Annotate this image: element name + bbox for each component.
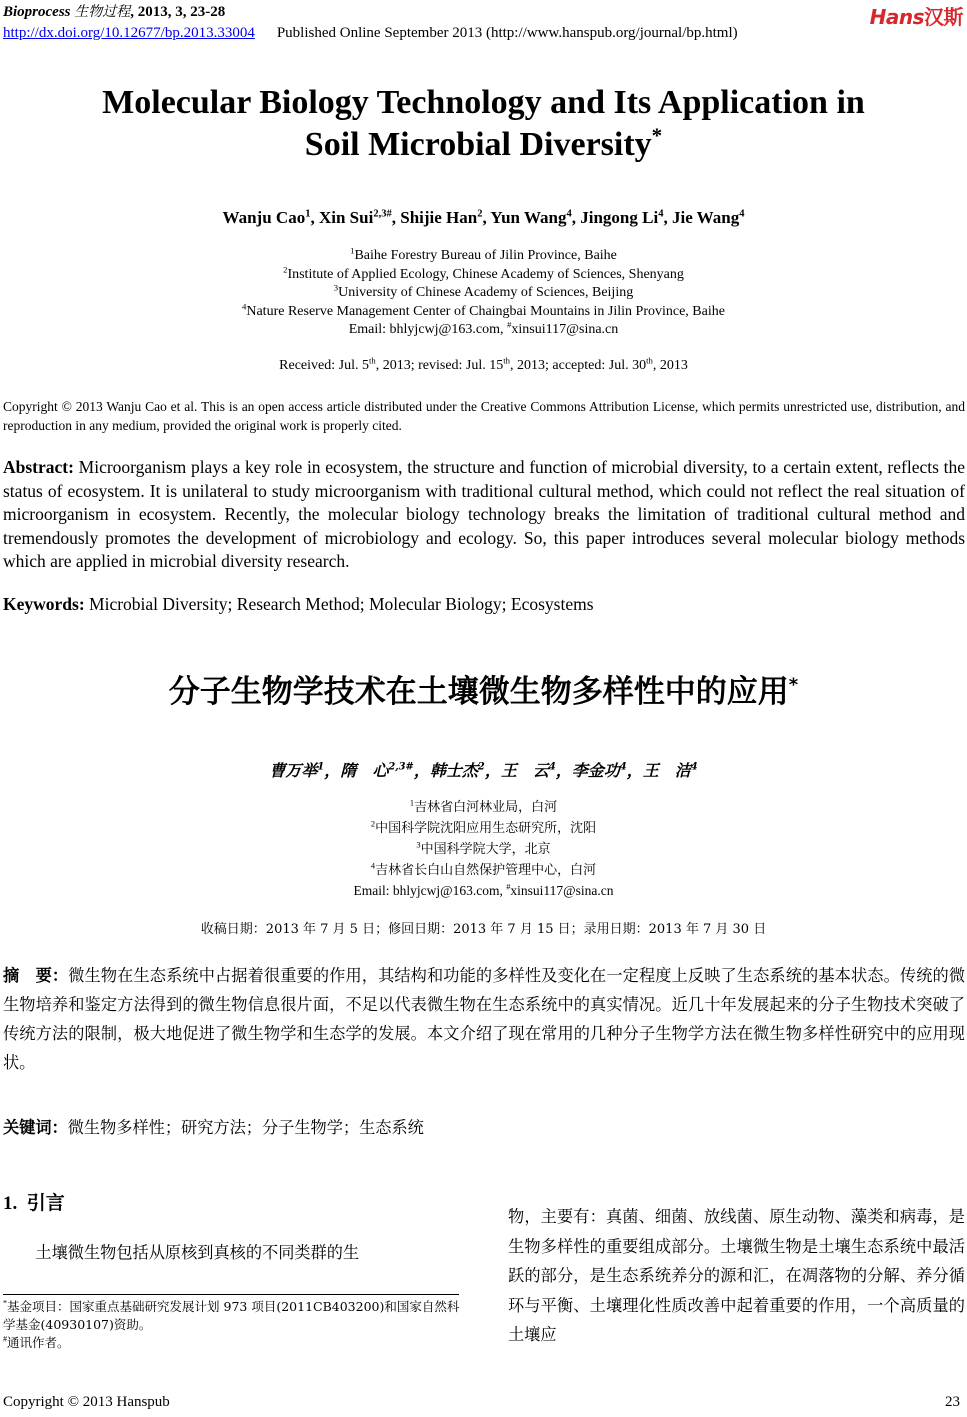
- author: 曹万举$^1$，: [269, 761, 341, 780]
- author-list-cn: [0, 758, 967, 781]
- abstract-text: Microorganism plays a key role in ecosystem, the structure and function of microbial diversity, to a certain extent, reflects the status of ecosystem. It is unilateral to study microorganism with traditional cultural method, which could not reflect the real situation of microorganism in ecosystem. Recently, the molecular biology technology breaks the limitation of traditional cultural method and tremendously promotes the development of microbiology and ecology. So, this paper introduces several molecular biology methods which are applied in microbial diversity research.: [3, 457, 965, 571]
- author: Jie Wang$^4$: [671, 208, 745, 227]
- author: Xin Sui$^{2,3\#}$,: [318, 208, 401, 227]
- footnote-funding: *基金项目：国家重点基础研究发展计划 973 项目(2011CB403200)和国家自然科学基金(40930107)资助。: [3, 1298, 460, 1332]
- author: Jingong Li$^4$,: [580, 208, 672, 227]
- author: Yun Wang$^4$,: [490, 208, 581, 227]
- abstract-en: [3, 456, 965, 574]
- dates-en: Received: Jul. 5th, 2013; revised: Jul. 15th, 2013; accepted: Jul. 30th, 2013: [279, 355, 688, 373]
- copyright-notice: Copyright © 2013 Wanju Cao et al. This is an open access article distributed under the Creative Commons Attribution License, which permits unrestricted use, distribution, and reproduction in any medium, provided the original work is properly cited.: [3, 399, 965, 433]
- affiliation: $^4$Nature Reserve Management Center of Chaingbai Mountains in Jilin Province, Baihe: [242, 300, 725, 319]
- affiliations-cn: [0, 797, 967, 901]
- affiliation: $^2$Institute of Applied Ecology, Chinese Academy of Sciences, Shenyang: [283, 263, 684, 282]
- author: 韩士杰$^2$，: [429, 761, 501, 780]
- affiliation: $^3$University of Chinese Academy of Sciences, Beijing: [333, 282, 634, 300]
- footnotes: [3, 1298, 463, 1352]
- abstract-cn: [3, 961, 965, 1077]
- author-list-en: [0, 208, 967, 228]
- keywords-label-cn: 关键词：: [3, 1118, 68, 1137]
- author: 王 洁$^4$: [642, 761, 698, 780]
- title-line-1: Molecular Biology Technology and Its Application in: [102, 84, 865, 121]
- body-right-column: 物，主要有：真菌、细菌、放线菌、原生动物、藻类和病毒，是生物多样性的重要组成部分。土壤微生物是土壤生态系统中最活跃的部分，是生态系统养分的源和汇，在凋落物的分解、养分循环与平衡、土壤理化性质改善中起着重要的作用，一个高质量的土壤应: [508, 1207, 965, 1344]
- paper-title-cn: 分子生物学技术在土壤微生物多样性中的应用*: [168, 674, 799, 710]
- volume-info: , 2013, 3, 23-28: [130, 4, 226, 20]
- affiliation: $^1$吉林省白河林业局，白河: [409, 798, 558, 815]
- author: 李金功$^4$，: [571, 761, 643, 780]
- affiliation: $^2$中国科学院沈阳应用生态研究所，沈阳: [370, 819, 597, 836]
- keywords-label: Keywords:: [3, 594, 85, 614]
- journal-name: Bioprocess: [3, 4, 71, 20]
- affiliation: $^3$中国科学院大学，北京: [416, 840, 551, 857]
- title-mark: *: [651, 123, 663, 148]
- author: Shijie Han$^2$,: [400, 208, 491, 227]
- published-online: Published Online September 2013 (http://www.hanspub.org/journal/bp.html): [276, 25, 738, 41]
- body-left-column: 土壤微生物包括从原核到真核的不同类群的生: [35, 1243, 360, 1262]
- footer-copyright: Copyright © 2013 Hanspub: [3, 1394, 170, 1410]
- keywords-text: Microbial Diversity; Research Method; Molecular Biology; Ecosystems: [84, 594, 594, 614]
- page-number: 23: [945, 1394, 960, 1410]
- section-title: 引言: [26, 1192, 65, 1214]
- email-line: Email: bhlyjcwj@163.com, #xinsui117@sina.cn: [348, 319, 619, 337]
- section-heading: [3, 1188, 65, 1215]
- affiliations-en: [0, 247, 967, 340]
- title-line-2: Soil Microbial Diversity: [304, 126, 652, 163]
- doi-link[interactable]: http://dx.doi.org/10.12677/bp.2013.33004: [3, 25, 255, 41]
- abstract-text-cn: 微生物在生态系统中占据着很重要的作用，其结构和功能的多样性及变化在一定程度上反映了生态系统的基本状态。传统的微生物培养和鉴定方法得到的微生物信息很片面，不足以代表微生物在生态系统中的真实情况。近几十年发展起来的分子生物技术突破了传统方法的限制，极大地促进了微生物学和生态学的发展。本文介绍了现在常用的几种分子生物学方法在微生物多样性研究中的应用现状。: [3, 966, 966, 1072]
- keywords-text-cn: 微生物多样性；研究方法；分子生物学；生态系统: [67, 1118, 424, 1137]
- author: 王 云$^4$，: [500, 761, 572, 780]
- dates-cn: 收稿日期：2013 年 7 月 5 日；修回日期：2013 年 7 月 15 日；录用日期：2013 年 7 月 30 日: [200, 922, 767, 937]
- paper-title-en: [0, 82, 967, 166]
- affiliation: $^1$Baihe Forestry Bureau of Jilin Province, Baihe: [350, 245, 617, 263]
- email-line: Email: bhlyjcwj@163.com, #xinsui117@sina.cn: [353, 882, 614, 898]
- footnote-corresponding: #通讯作者。: [3, 1334, 70, 1350]
- abstract-label: Abstract:: [3, 457, 74, 477]
- abstract-label-cn: 摘 要：: [3, 966, 69, 985]
- publisher-logo: [870, 1, 963, 30]
- affiliation: $^4$吉林省长白山自然保护管理中心，白河: [370, 861, 597, 878]
- logo-latin: Hans: [869, 5, 924, 29]
- logo-cn: 汉斯: [924, 5, 963, 29]
- doi-line: [3, 24, 738, 42]
- keywords-cn: [3, 1114, 424, 1138]
- footnote-divider: [3, 1294, 459, 1295]
- section-number: 1.: [3, 1193, 18, 1214]
- journal-header: [3, 3, 225, 21]
- author: 隋 心$^{2,3\#}$，: [340, 761, 430, 780]
- author: Wanju Cao$^1$,: [222, 208, 319, 227]
- journal-name-cn: 生物过程: [74, 4, 131, 20]
- keywords-en: [3, 594, 965, 615]
